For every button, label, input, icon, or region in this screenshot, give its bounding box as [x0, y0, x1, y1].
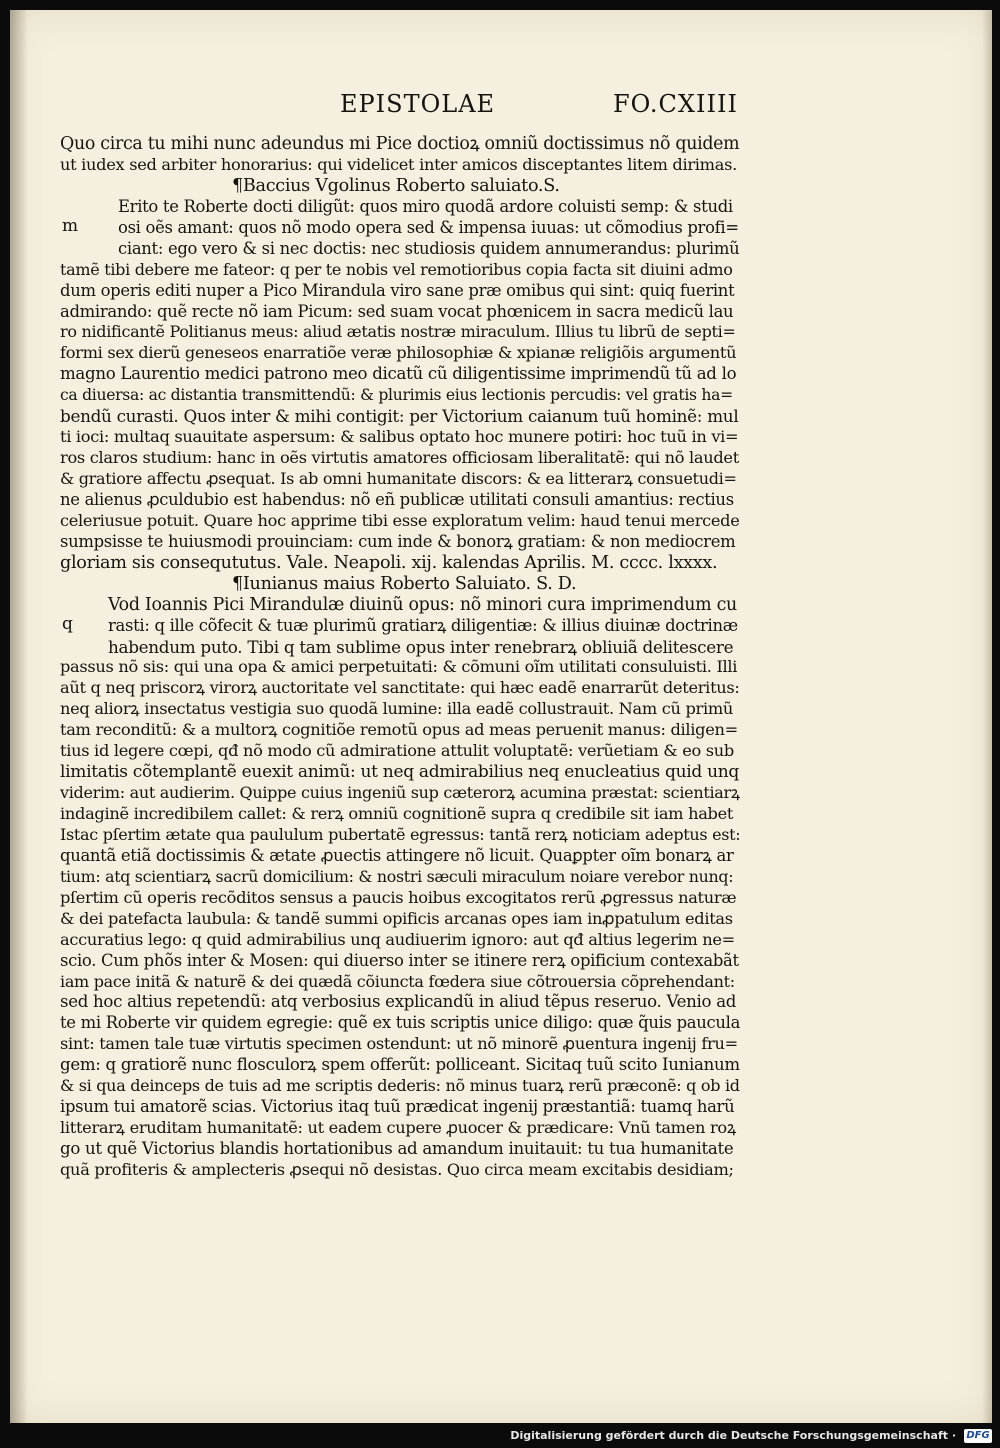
- text-line: admirando: quẽ recte nõ iam Picum: sed suam vocat phœnicem in sacra medicũ lau: [60, 301, 734, 321]
- initial-guide-letter-m: m: [62, 216, 79, 236]
- text-line: sint: tamen tale tuæ virtutis specimen ostendunt: ut nõ minorẽ ꝓuentura ingenij fru=: [60, 1034, 738, 1054]
- text-line: iam pace initã & naturẽ & dei quædã cõiuncta fœdera siue cõtrouersia cõprehendant:: [60, 971, 735, 991]
- text-line: litterarꝝ eruditam humanitatẽ: ut eadem cupere ꝓuocer & prædicare: Vnũ tamen roꝝ: [60, 1118, 736, 1138]
- footer-credit: Digitalisierung gefördert durch die Deutsche Forschungsgemeinschaft ·: [510, 1429, 956, 1442]
- text-line: Erito te Roberte docti diligũt: quos miro quodã ardore coluisti semp: & studi: [118, 196, 733, 216]
- text-line: ipsum tui amatorẽ scias. Victorius itaq tuũ prædicat ingenij præstantiã: tuamq harũ: [60, 1097, 735, 1117]
- text-line: limitatis cõtemplantẽ euexit animũ: ut neq admirabilius neq enucleatius quid unq: [60, 762, 739, 783]
- text-line: Quo circa tu mihi nunc adeundus mi Pice doctioꝝ omniũ doctissimus nõ quidem: [60, 134, 740, 154]
- text-block: [60, 134, 740, 1181]
- text-line: gem: q gratiorẽ nunc flosculorꝝ spem offerũt: polliceant. Sicitaq tuũ scito Iunianum: [60, 1055, 740, 1075]
- letter-salutation: ¶Baccius Vgolinus Roberto saluiato.S.: [232, 175, 560, 196]
- text-line: bendũ curasti. Quos inter & mihi contigit: per Victorium caianum tuũ hominẽ: mul: [60, 406, 739, 427]
- text-line: magno Laurentio medici patrono meo dicatũ cũ diligentissime imprimendũ tũ ad lo: [60, 364, 737, 384]
- initial-guide-letter-q: q: [62, 614, 73, 634]
- text-line: & si qua deinceps de tuis ad me scriptis dederis: nõ minus tuarꝝ rerũ præconẽ: q ob id: [60, 1076, 740, 1096]
- text-line: quantã etiã doctissimis & ætate ꝓuectis attingere nõ licuit. Quaꝑpter oĩm bonarꝝ ar: [60, 845, 734, 865]
- text-line: indaginẽ incredibilem callet: & rerꝝ omniũ cognitionẽ supra q credibile sit iam habet: [60, 804, 734, 823]
- page-edge: [982, 10, 992, 1423]
- text-line: ciant: ego vero & si nec doctis: nec studiosis quidem annumerandus: plurimũ: [118, 238, 740, 258]
- text-line: ros claros studium: hanc in oẽs virtutis amatores officiosam liberalitatẽ: qui nõ laudet: [60, 448, 739, 468]
- text-line: celeriusue potuit. Quare hoc apprime tibi esse exploratum velim: haud tenui mercede: [60, 510, 740, 530]
- text-line: ca diuersa: ac distantia transmittendũ: & plurimis eius lectionis percudis: vel gratis ha=: [60, 386, 733, 405]
- text-line: sumpsisse te huiusmodi prouinciam: cum inde & bonorꝝ gratiam: & non mediocrem: [60, 531, 736, 551]
- folio-number: FO.CXIIII: [613, 90, 738, 118]
- text-line: tium: atq scientiarꝝ sacrũ domicilium: & nostri sæculi miraculum noiare verebor nunq:: [60, 866, 734, 886]
- text-line: te mi Roberte vir quidem egregie: quẽ ex tuis scriptis unice diligo: quæ q̃uis paucula: [60, 1013, 741, 1033]
- text-line: dum operis editi nuper a Pico Mirandula viro sane præ omibus qui sint: quiq fuerint: [60, 280, 735, 300]
- text-line: pſertim cũ operis recõditos sensus a paucis hoibus excogitatos rerũ ꝓgressus naturæ: [60, 887, 737, 907]
- footer-bar: [0, 1425, 1000, 1448]
- text-line: tam reconditũ: & a multorꝝ cognitiõe remotũ opus ad meas peruenit manus: diligen=: [60, 720, 738, 740]
- text-line: Istac pſertim ætate qua paululum pubertatẽ egressus: tantã rerꝝ noticiam adeptus est:: [60, 824, 741, 844]
- text-line: Vod Ioannis Pici Mirandulæ diuinũ opus: nõ minori cura imprimendum cu: [108, 594, 737, 615]
- text-line: aũt q neq priscorꝝ virorꝝ auctoritate vel sanctitate: qui hæc eadẽ enarrarũt deteritus:: [60, 678, 740, 698]
- letter-salutation: ¶Iunianus maius Roberto Saluiato. S. D.: [232, 573, 577, 594]
- text-line: tius id legere cœpi, qđ nõ modo cũ admiratione attulit voluptatẽ: verũetiam & eo sub: [60, 741, 734, 761]
- text-line: osi oẽs amant: quos nõ modo opera sed & impensa iuuas: ut cõmodius profi=: [118, 217, 739, 237]
- book-page: [10, 10, 992, 1423]
- text-line: neq aliorꝝ insectatus vestigia suo quodã lumine: illa eadẽ collustrauit. Nam cũ primũ: [60, 699, 734, 719]
- text-line: scio. Cum phõs inter & Mosen: qui diuerso inter se itinere rerꝝ opificium contexabãt: [60, 950, 739, 970]
- text-line: ut iudex sed arbiter honorarius: qui videlicet inter amicos disceptantes litem dirimas.: [60, 154, 737, 174]
- text-line: ti ioci: multaq suauitate aspersum: & salibus optato hoc munere potiri: hoc tuũ in vi=: [60, 427, 739, 447]
- running-head: EPISTOLAE: [340, 90, 496, 118]
- text-line: & dei patefacta laubula: & tandẽ summi opificis arcanas opes iam inꝓpatulum editas: [60, 908, 733, 928]
- text-line: sed hoc altius repetendũ: atq verbosius explicandũ in aliud tẽpus reseruo. Venio ad: [60, 992, 737, 1012]
- text-line: habendum puto. Tibi q tam sublime opus inter renebrarꝝ obliuiã delitescere: [108, 636, 734, 657]
- text-line: ne alienus ꝓculdubio est habendus: nõ eñ publicæ utilitati consuli amantius: rectius: [60, 489, 734, 509]
- text-line: formi sex dierũ geneseos enarratiõe veræ philosophiæ & xpianæ religiõis argumentũ: [60, 343, 737, 363]
- text-line: quã profiteris & amplecteris ꝓsequi nõ desistas. Quo circa meam excitabis desidiam;: [60, 1159, 734, 1179]
- dfg-logo: DFG: [964, 1429, 992, 1443]
- text-line: ro nidificantẽ Politianus meus: aliud ætatis nostræ miraculum. Illius tu librũ de septi=: [60, 322, 736, 342]
- text-line: gloriam sis conseqututus. Vale. Neapoli. xij. kalendas Aprilis. M. cccc. lxxxx.: [60, 552, 718, 573]
- text-line: & gratiore affectu ꝓsequat. Is ab omni humanitate discors: & ea litterarꝝ consuetudi=: [60, 469, 737, 488]
- text-line: tamẽ tibi debere me fateor: q per te nobis vel remotioribus copia facta sit diuini admo: [60, 259, 733, 279]
- text-line: go ut quẽ Victorius blandis hortationibus ad amandum inuitauit: tu tua humanitate: [60, 1139, 734, 1158]
- text-line: accuratius lego: q quid admirabilius unq audiuerim ignoro: aut qđ altius legerim ne=: [60, 929, 735, 949]
- text-line: passus nõ sis: qui una opa & amici perpetuitati: & cõmuni oĩm utilitati consuluisti. Illi: [60, 657, 738, 677]
- text-line: viderim: aut audierim. Quippe cuius ingeniũ sup cæterorꝝ acumina præstat: scientiarꝝ: [60, 783, 740, 803]
- spine-shadow: [10, 10, 28, 1423]
- text-line: rasti: q ille cõfecit & tuæ plurimũ gratiarꝝ diligentiæ: & illius diuinæ doctrinæ: [108, 615, 738, 635]
